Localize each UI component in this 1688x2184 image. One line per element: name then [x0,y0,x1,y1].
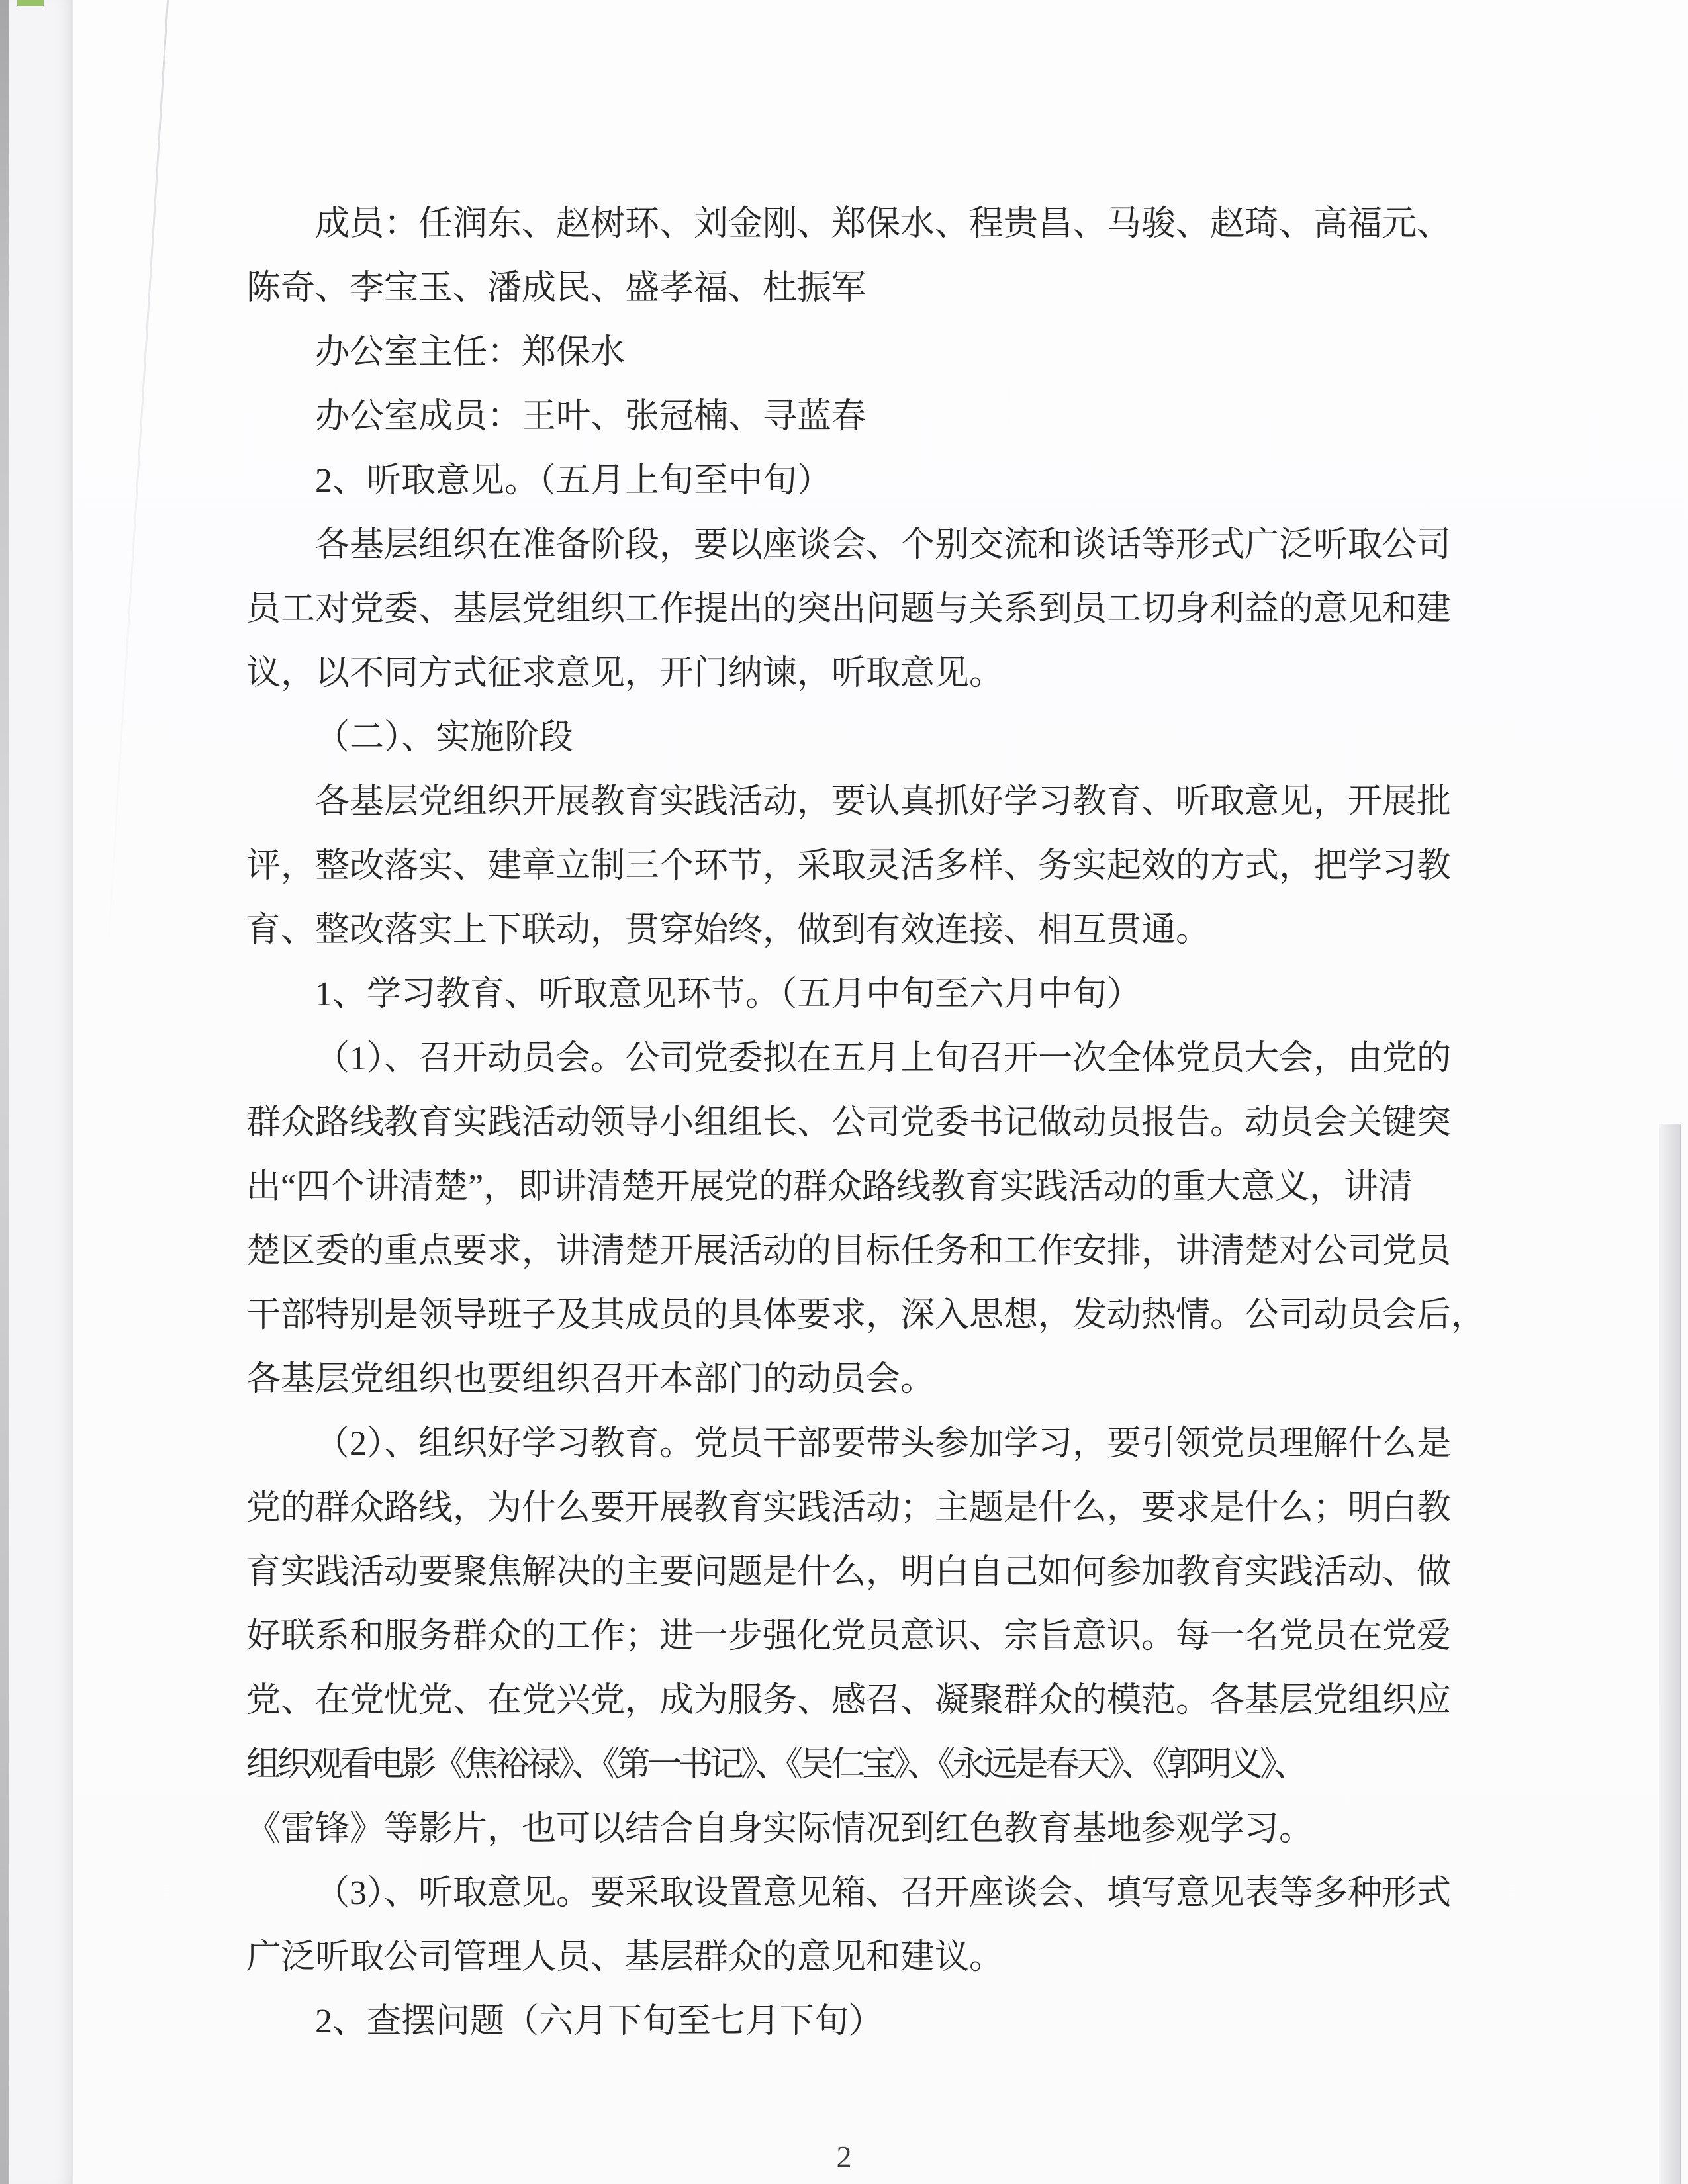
text-line: 群众路线教育实践活动领导小组组长、公司党委书记做动员报告。动员会关键突 [246,1104,1452,1142]
text-line: 党的群众路线，为什么要开展教育实践活动；主题是什么，要求是什么；明白教 [246,1489,1452,1527]
document-body [246,192,1486,2054]
text-line: 员工对党委、基层党组织工作提出的突出问题与关系到员工切身利益的意见和建 [246,590,1452,628]
text-line: 各基层组织在准备阶段，要以座谈会、个别交流和谈话等形式广泛听取公司 [315,526,1452,564]
page-number: 2 [836,2140,852,2173]
text-line: 育实践活动要聚焦解决的主要问题是什么，明白自己如何参加教育实践活动、做 [246,1553,1452,1591]
text-line: （二）、实施阶段 [315,719,574,756]
text-line: 各基层党组织开展教育实践活动，要认真抓好学习教育、听取意见，开展批 [315,783,1452,821]
text-line: 组织观看电影《焦裕禄》、《第一书记》、《吴仁宝》、《永远是春天》、《郭明义》、 [246,1746,1305,1784]
text-line: 广泛听取公司管理人员、基层群众的意见和建议。 [246,1938,1004,1976]
text-line: （3）、听取意见。要采取设置意见箱、召开座谈会、填写意见表等多种形式 [315,1874,1452,1912]
text-line: （1）、召开动员会。公司党委拟在五月上旬召开一次全体党员大会，由党的 [315,1040,1452,1077]
text-line: 陈奇、李宝玉、潘成民、盛孝福、杜振军 [246,269,867,307]
text-line: 2、听取意见。（五月上旬至中旬） [315,462,832,500]
text-line: 干部特别是领导班子及其成员的具体要求，深入思想，发动热情。公司动员会后， [246,1297,1486,1334]
text-line: 楚区委的重点要求，讲清楚开展活动的目标任务和工作安排，讲清楚对公司党员 [246,1232,1452,1270]
text-line: 议，以不同方式征求意见，开门纳谏，听取意见。 [246,655,1004,692]
text-line: 评，整改落实、建章立制三个环节，采取灵活多样、务实起效的方式，把学习教 [246,847,1452,885]
text-line: 出“四个讲清楚”，即讲清楚开展党的群众路线教育实践活动的重大意义，讲清 [246,1168,1413,1206]
scan-fold-crease [105,0,169,991]
scan-green-artifact [17,0,44,6]
text-line: 办公室主任：郑保水 [315,334,626,371]
text-line: 党、在党忧党、在党兴党，成为服务、感召、凝聚群众的模范。各基层党组织应 [246,1682,1452,1719]
text-line: 1、学习教育、听取意见环节。（五月中旬至六月中旬） [315,976,1142,1013]
text-line: （2）、组织好学习教育。党员干部要带头参加学习，要引领党员理解什么是 [315,1425,1452,1463]
text-line: 各基层党组织也要组织召开本部门的动员会。 [246,1361,935,1398]
scan-left-fold [9,0,73,2184]
text-line: 办公室成员：王叶、张冠楠、寻蓝春 [315,398,867,435]
text-line: 好联系和服务群众的工作；进一步强化党员意识、宗旨意识。每一名党员在党爱 [246,1617,1452,1655]
text-line: 《雷锋》等影片，也可以结合自身实际情况到红色教育基地参观学习。 [246,1810,1314,1848]
scan-left-edge [0,0,9,2184]
text-line: 2、查摆问题（六月下旬至七月下旬） [315,2003,884,2040]
text-line: 育、整改落实上下联动，贯穿始终，做到有效连接、相互贯通。 [246,911,1211,949]
scan-right-band [1659,1124,1681,2184]
text-line: 成员：任润东、赵树环、刘金刚、郑保水、程贵昌、马骏、赵琦、高福元、 [315,205,1452,243]
